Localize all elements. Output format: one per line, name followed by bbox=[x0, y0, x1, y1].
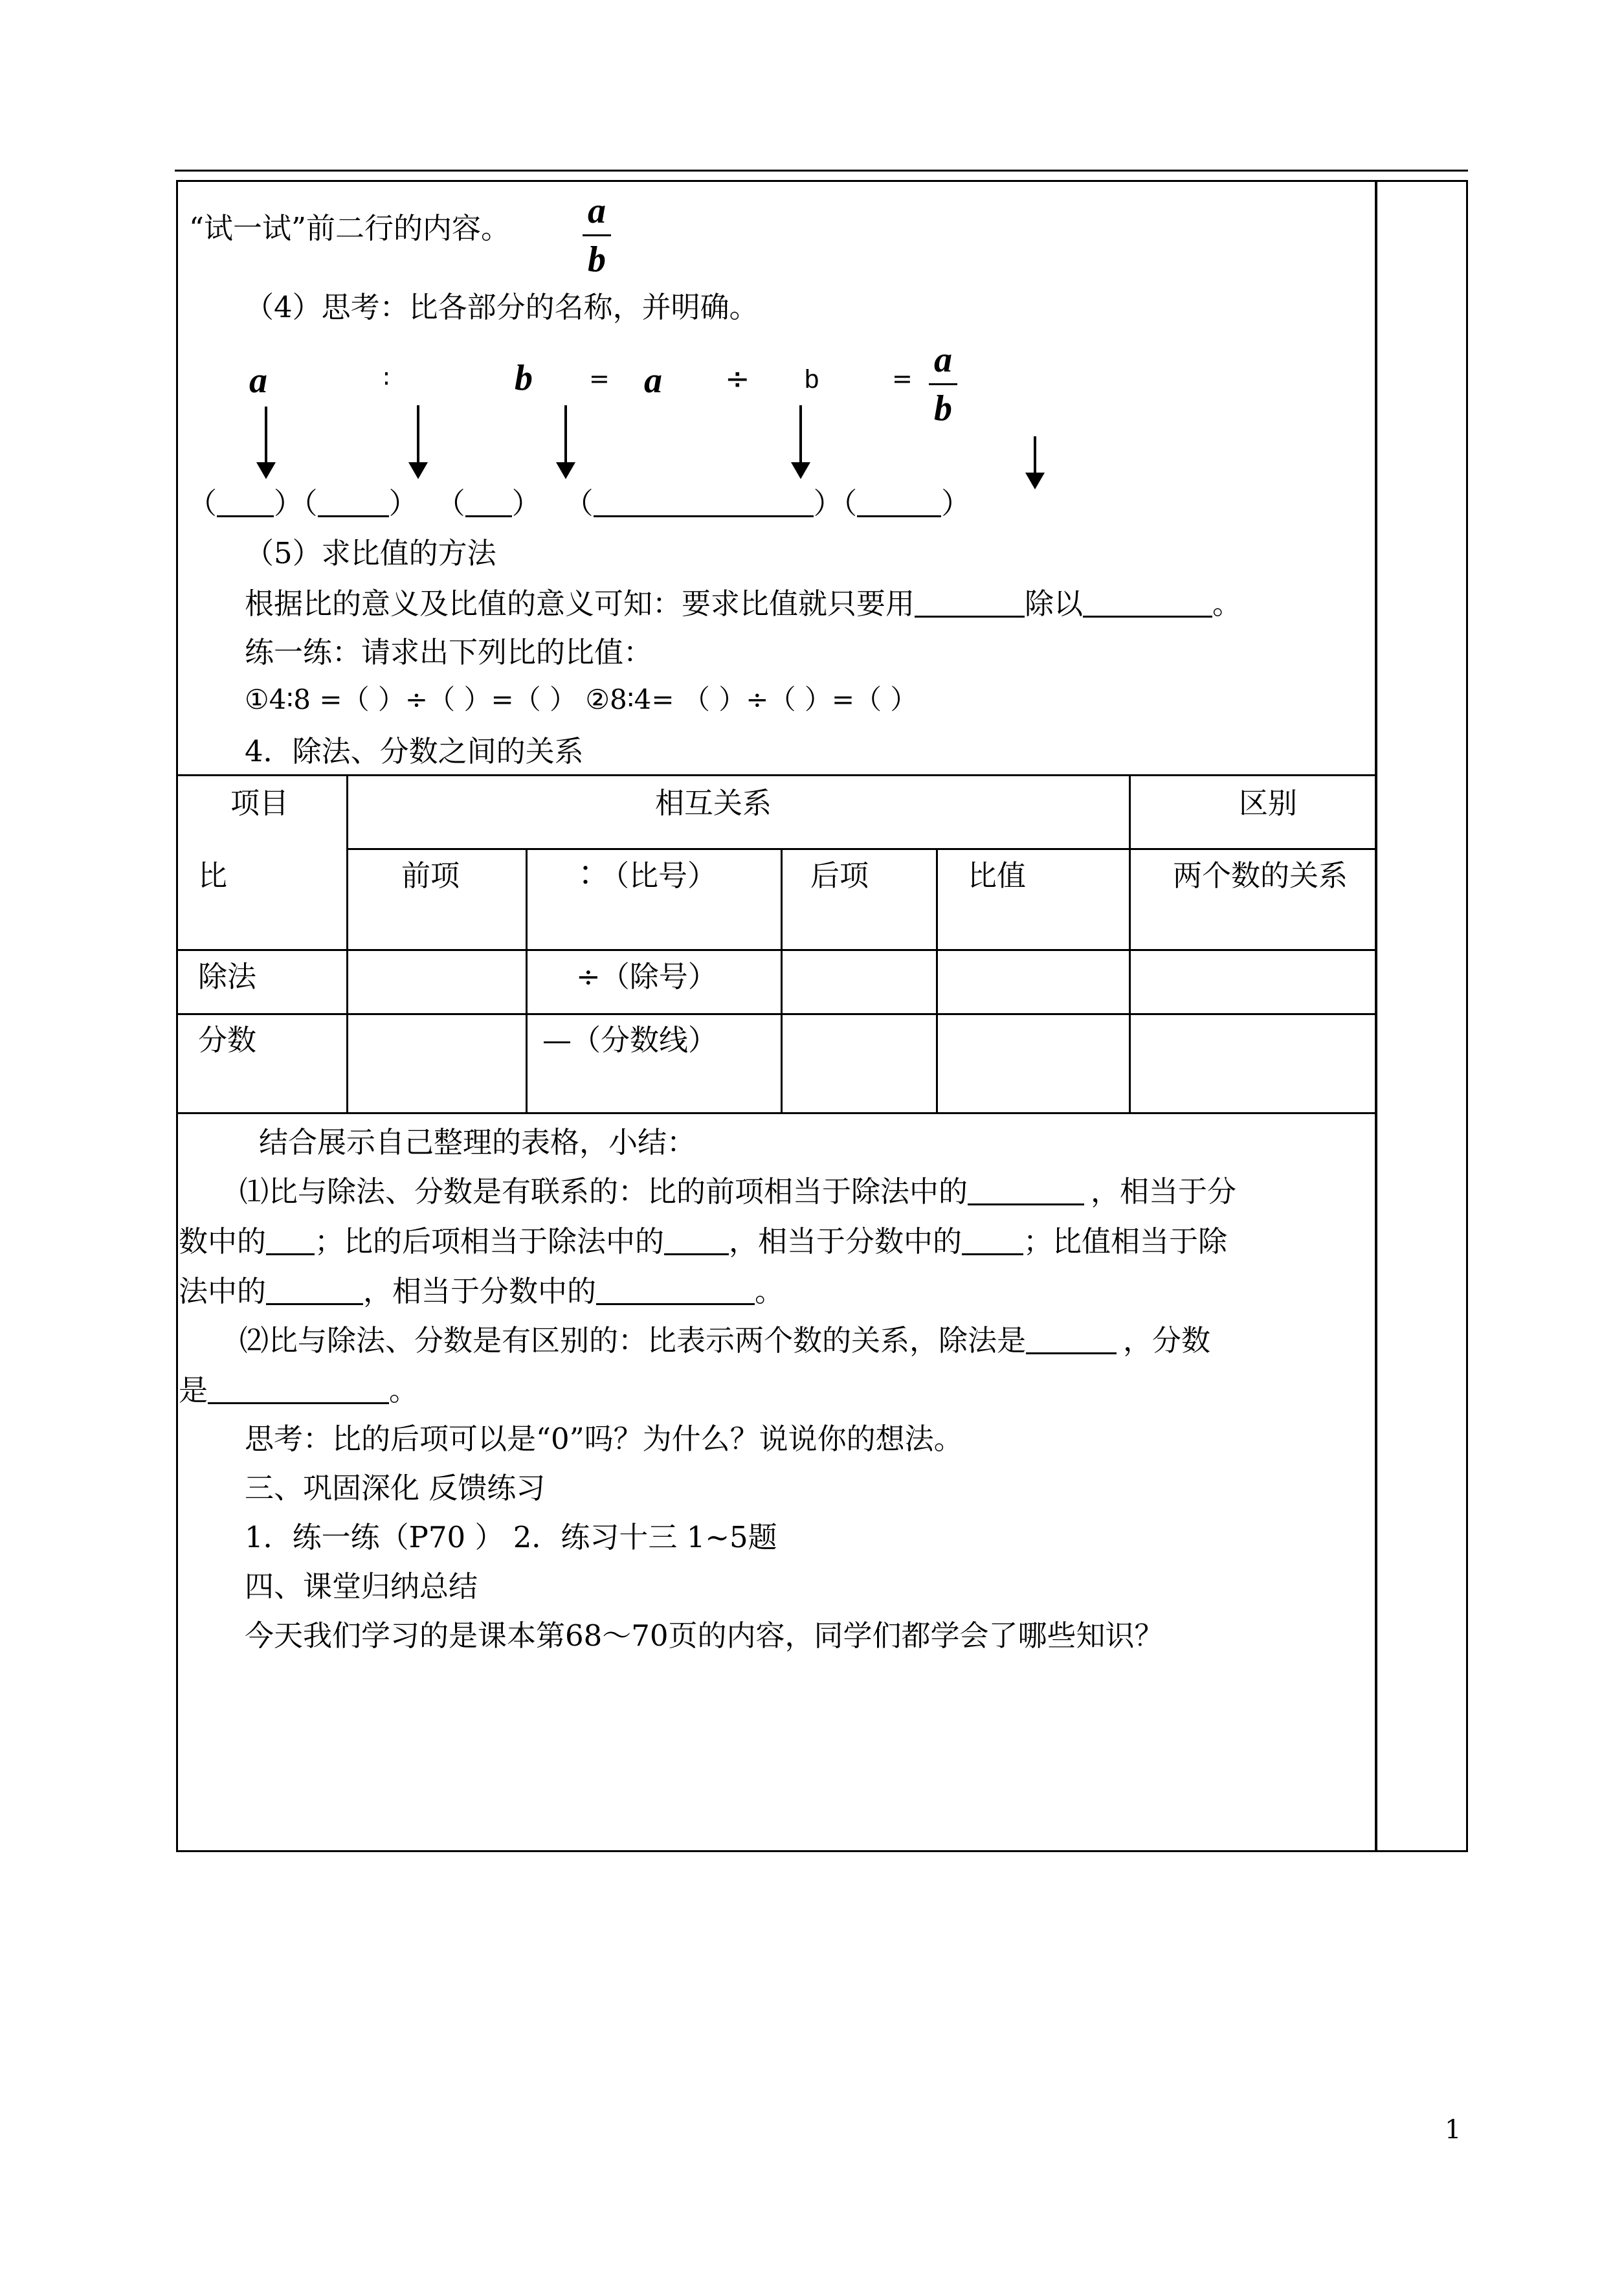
summary-text: ⑵比与除法、分数是有区别的：比表示两个数的关系，除法是 bbox=[239, 1323, 1027, 1358]
relation-title: 4．除法、分数之间的关系 bbox=[245, 734, 584, 768]
summary-intro: 结合展示自己整理的表格，小结： bbox=[259, 1125, 696, 1159]
intro-fraction bbox=[583, 193, 611, 278]
formula-eq1: = bbox=[589, 364, 610, 393]
table-line bbox=[1129, 774, 1131, 1114]
table-row-name: 比 bbox=[198, 858, 228, 893]
table-line bbox=[176, 774, 1375, 776]
down-arrow-icon bbox=[1034, 436, 1036, 478]
summary-text: 是 bbox=[179, 1373, 208, 1407]
intro-text: “试一试”前二行的内容。 bbox=[189, 211, 511, 245]
table-header-diff: 区别 bbox=[1239, 786, 1298, 820]
table-line bbox=[781, 848, 783, 1114]
summary-p2-line2 bbox=[179, 1373, 419, 1407]
answer-blank[interactable] bbox=[594, 489, 814, 517]
table-line bbox=[346, 848, 1375, 850]
frame-top bbox=[176, 180, 1468, 182]
answer-blank[interactable] bbox=[664, 1227, 729, 1255]
summary-text: ，相当于分数中的 bbox=[363, 1274, 597, 1308]
table-cell: 后项 bbox=[810, 858, 869, 893]
answer-blank[interactable] bbox=[217, 489, 274, 517]
formula-fraction bbox=[929, 342, 957, 427]
summary-p1-line2 bbox=[179, 1224, 1228, 1258]
paren-open: （ bbox=[303, 486, 318, 520]
formula-b2: b bbox=[805, 365, 819, 394]
paren-open: （ bbox=[564, 486, 594, 520]
table-cell: 比值 bbox=[968, 858, 1027, 893]
method-title: （5）求比值的方法 bbox=[245, 536, 496, 570]
fraction-numerator: a bbox=[934, 340, 952, 380]
table-header-item: 项目 bbox=[230, 786, 289, 820]
summary-p1-line1 bbox=[239, 1174, 1237, 1209]
answer-blank[interactable] bbox=[1026, 1326, 1117, 1354]
summary-p1-line3 bbox=[179, 1274, 784, 1308]
summary-text: 数中的 bbox=[179, 1224, 267, 1258]
paren-open: （ bbox=[188, 486, 217, 520]
table-line bbox=[526, 848, 528, 1114]
frame-bottom bbox=[176, 1850, 1468, 1852]
page-number: 1 bbox=[1445, 2115, 1462, 2145]
table-line bbox=[176, 1013, 1375, 1015]
section4-title: 四、课堂归纳总结 bbox=[245, 1569, 478, 1604]
summary-text: 。 bbox=[755, 1274, 784, 1308]
down-arrow-icon bbox=[417, 405, 419, 467]
answer-blank[interactable] bbox=[266, 1227, 315, 1255]
down-arrow-icon bbox=[799, 405, 802, 467]
formula-eq2: = bbox=[892, 364, 913, 393]
summary-text: 。 bbox=[389, 1373, 419, 1407]
answer-blank[interactable] bbox=[1083, 590, 1212, 618]
table-cell: ∶（比号） bbox=[571, 858, 717, 893]
summary-text: ⑴比与除法、分数是有联系的：比的前项相当于除法中的 bbox=[239, 1174, 968, 1209]
answer-blank[interactable] bbox=[915, 590, 1025, 618]
summary-text: ，相当于分数中的 bbox=[729, 1224, 962, 1258]
answer-blank[interactable] bbox=[318, 489, 389, 517]
fraction-bar bbox=[929, 383, 957, 385]
method-rule-mid: 除以 bbox=[1025, 587, 1084, 621]
answer-blank[interactable] bbox=[266, 1277, 363, 1305]
paren-open: （ bbox=[436, 486, 465, 520]
formula-b1: b bbox=[515, 358, 533, 398]
paren-close: ） bbox=[941, 486, 971, 520]
paren-close: ） bbox=[511, 486, 541, 520]
table-cell: 两个数的关系 bbox=[1173, 858, 1348, 893]
paren-close: ） bbox=[274, 486, 304, 520]
table-line bbox=[176, 949, 1375, 951]
down-arrow-icon bbox=[564, 405, 567, 467]
table-cell: —（分数线） bbox=[542, 1023, 718, 1057]
section3-title: 三、巩固深化 反馈练习 bbox=[245, 1471, 546, 1505]
paren-open: （ bbox=[842, 486, 858, 520]
fraction-denominator: b bbox=[588, 240, 606, 280]
table-cell: ÷（除号） bbox=[576, 959, 717, 994]
exercise-line: 1．练一练（P70 ） 2．练习十三 1~5题 bbox=[245, 1520, 777, 1554]
answer-blank[interactable] bbox=[208, 1376, 389, 1404]
summary-text: ；比的后项相当于除法中的 bbox=[315, 1224, 665, 1258]
frame-right bbox=[1466, 180, 1468, 1852]
summary-think: 思考：比的后项可以是“0”吗？为什么？说说你的想法。 bbox=[245, 1422, 963, 1456]
closing-line: 今天我们学习的是课本第68～70页的内容，同学们都学会了哪些知识？ bbox=[245, 1618, 1164, 1653]
summary-text: ；比值相当于除 bbox=[1023, 1224, 1228, 1258]
fraction-numerator: a bbox=[588, 191, 606, 231]
formula-colon: ∶ bbox=[383, 364, 390, 393]
think-title: （4）思考：比各部分的名称，并明确。 bbox=[245, 290, 759, 324]
name-blanks-row bbox=[188, 486, 971, 520]
table-row-name: 分数 bbox=[198, 1023, 257, 1057]
down-arrow-icon bbox=[265, 407, 267, 467]
answer-blank[interactable] bbox=[962, 1227, 1023, 1255]
table-line bbox=[176, 1112, 1375, 1114]
fraction-denominator: b bbox=[934, 388, 952, 429]
table-line bbox=[346, 774, 348, 1114]
answer-blank[interactable] bbox=[465, 489, 512, 517]
summary-text: ，分数 bbox=[1123, 1323, 1211, 1358]
table-line bbox=[936, 848, 938, 1114]
paren-close: ） bbox=[388, 486, 418, 520]
paren-close: ） bbox=[813, 486, 843, 520]
table-cell: 前项 bbox=[401, 858, 460, 893]
answer-blank[interactable] bbox=[596, 1277, 755, 1305]
method-rule bbox=[245, 587, 1242, 621]
summary-text: ，相当于分 bbox=[1091, 1174, 1237, 1209]
practice-line: ①4∶8 =（ ）÷（ ）=（ ） ②8∶4= （ ）÷（ ）=（ ） bbox=[245, 684, 918, 715]
answer-blank[interactable] bbox=[857, 489, 941, 517]
fraction-bar bbox=[583, 234, 611, 236]
table-header-relation: 相互关系 bbox=[655, 786, 772, 820]
summary-text: 法中的 bbox=[179, 1274, 267, 1308]
frame-inner-right bbox=[1375, 180, 1377, 1852]
formula-div: ÷ bbox=[725, 361, 750, 396]
table-row-name: 除法 bbox=[198, 959, 257, 994]
frame-left bbox=[176, 180, 178, 1852]
practice-title: 练一练：请求出下列比的比值： bbox=[245, 635, 653, 669]
answer-blank[interactable] bbox=[968, 1178, 1084, 1205]
formula-a2: a bbox=[644, 361, 662, 401]
header-rule bbox=[175, 170, 1468, 172]
method-rule-prefix: 根据比的意义及比值的意义可知：要求比值就只要用 bbox=[245, 587, 915, 621]
summary-p2-line1 bbox=[239, 1323, 1211, 1358]
method-rule-end: 。 bbox=[1212, 587, 1242, 621]
formula-a1: a bbox=[249, 361, 267, 401]
